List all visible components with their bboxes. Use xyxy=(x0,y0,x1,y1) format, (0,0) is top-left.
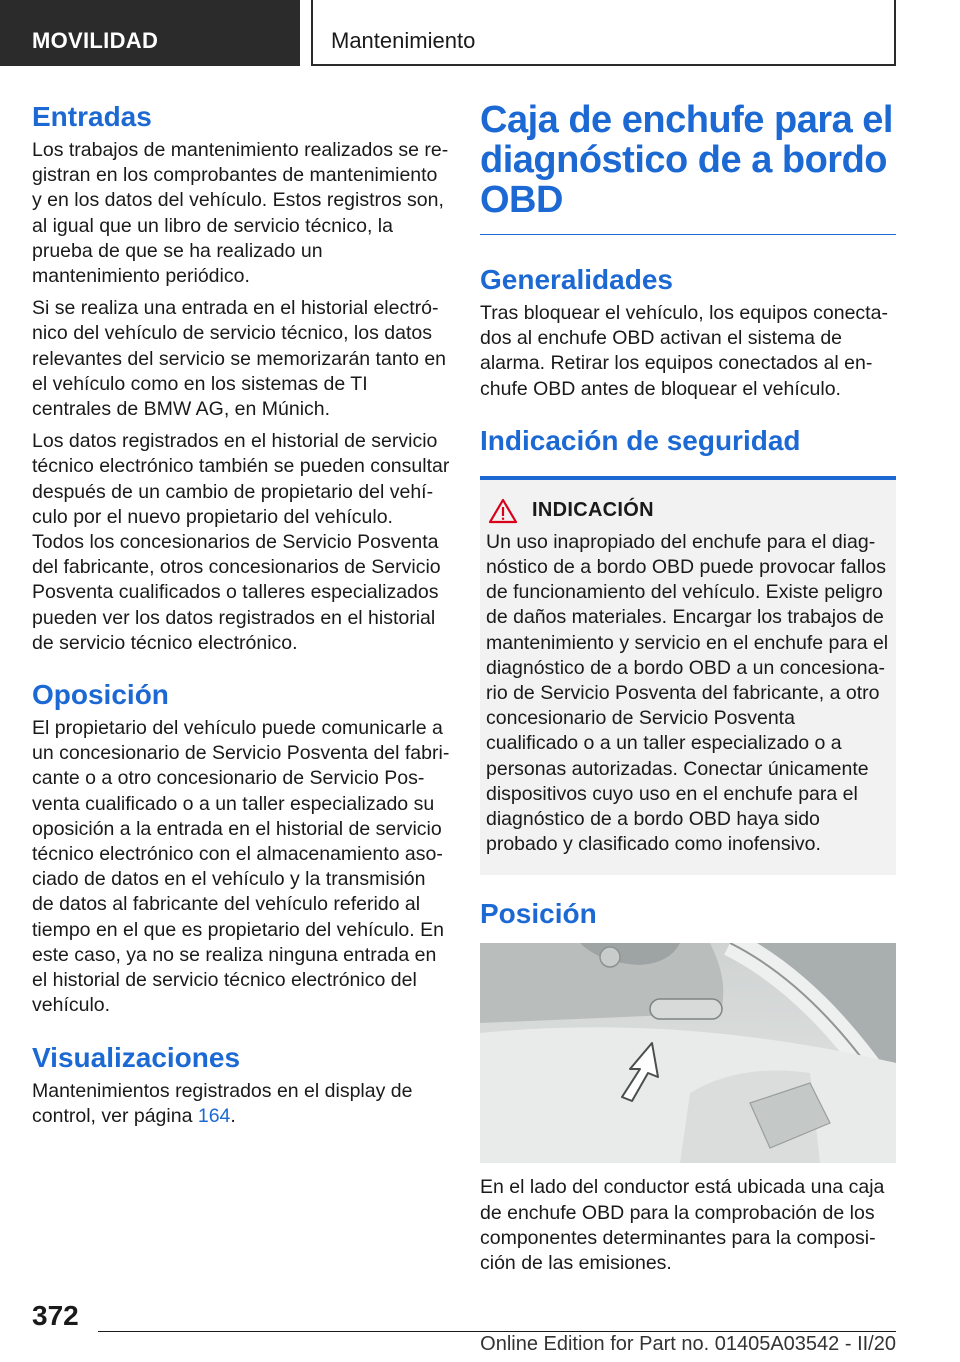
page-reference-link[interactable]: 164 xyxy=(197,1104,231,1127)
heading-seguridad: Indicación de seguridad xyxy=(480,424,801,456)
visualizaciones-text-end: . xyxy=(230,1104,236,1127)
oposicion-paragraph: El propietario del vehículo puede comunicarle a un concesionario de Servicio Posventa del fabricante o a otro concesionario de Servicio Posventa cualificado o a un taller especializado su oposición a la entrada en el historial de servicio técnico electrónico con el almacenamiento asociado de datos en el vehículo y la transmisión de datos al fabricante del vehículo referido al tiempo en el que es propietario del vehículo. En este caso, ya no se realiza ninguna entrada en el historial de servicio técnico electrónico del vehículo. xyxy=(32,717,450,1017)
header-chapter-label: Mantenimiento xyxy=(331,28,476,53)
header-chapter-tab xyxy=(311,0,896,66)
title-divider xyxy=(480,234,896,235)
entradas-paragraph-3: Los datos registrados en el historial de servicio técnico electrónico también se pueden consultar después de un cambio de propietario del vehículo por el nuevo propietario del vehículo. Todos los concesionarios de Servicio Posventa del fabricante, otros concesionarios de Servicio Posventa cualificados o talleres especializados pueden ver los datos registrados en el historial de servicio técnico electrónico. xyxy=(32,430,450,654)
footer-edition: Online Edition for Part no. 01405A03542 - II/20 xyxy=(480,1333,896,1355)
heading-generalidades: Generalidades xyxy=(480,264,673,295)
section-title: Caja de enchufe para el diagnóstico de a bordo OBD xyxy=(480,99,893,221)
generalidades-paragraph: Tras bloquear el vehículo, los equipos conectados al enchufe OBD activan el sistema de alarma. Retirar los equipos conectados al enchufe OBD antes de bloquear el vehículo. xyxy=(480,302,888,400)
heading-visualizaciones: Visualizaciones xyxy=(32,1041,241,1073)
warning-header xyxy=(486,498,890,524)
header-section-label: MOVILIDAD xyxy=(32,28,159,53)
left-column xyxy=(32,100,450,1136)
page-number: 372 xyxy=(32,1300,79,1331)
obd-location-photo xyxy=(480,943,896,1163)
warning-box xyxy=(480,480,896,876)
right-column xyxy=(480,100,896,1283)
heading-oposicion: Oposición xyxy=(32,679,169,711)
footer-rule xyxy=(98,1331,896,1332)
visualizaciones-paragraph xyxy=(32,1079,450,1129)
entradas-paragraph-2: Si se realiza una entrada en el historial electrónico del vehículo de servicio técnico, los datos relevantes del servicio se memorizarán tanto en el vehículo como en los sistemas de TI centrales de BMW AG, en Múnich. xyxy=(32,297,447,421)
header-section-tab xyxy=(0,0,300,66)
heading-posicion: Posición xyxy=(480,898,597,930)
warning-title: INDICACIÓN xyxy=(532,499,654,522)
entradas-paragraph-1: Los trabajos de mantenimiento realizados se registran en los comprobantes de mantenimiento y en los datos del vehículo. Estos registros son, al igual que un libro de servicio técnico, la prueba de que se ha realizado un mantenimiento periódico. xyxy=(32,139,449,288)
warning-text: Un uso inapropiado del enchufe para el diagnóstico de a bordo OBD puede provocar fallos de funcionamiento del vehículo. Existe peligro de daños materiales. Encargar los trabajos de mantenimiento y servicio en el enchufe para el diagnóstico de a bordo OBD a un concesionario de Servicio Posventa del fabricante, a otro concesionario de Servicio Posventa cualificado o a un taller especializado o a personas autorizadas. Conectar únicamente dispositivos cuyo uso en el enchufe para el diagnóstico de a bordo OBD haya sido probado y clasificado como inofensivo. xyxy=(486,530,889,856)
posicion-paragraph: En el lado del conductor está ubicada una caja de enchufe OBD para la comprobación de los componentes determinantes para la composición de las emisiones. xyxy=(480,1176,885,1275)
visualizaciones-text: Mantenimientos registrados en el display de control, ver página xyxy=(32,1079,413,1127)
warning-triangle-icon xyxy=(488,498,518,524)
heading-entradas: Entradas xyxy=(32,101,152,132)
